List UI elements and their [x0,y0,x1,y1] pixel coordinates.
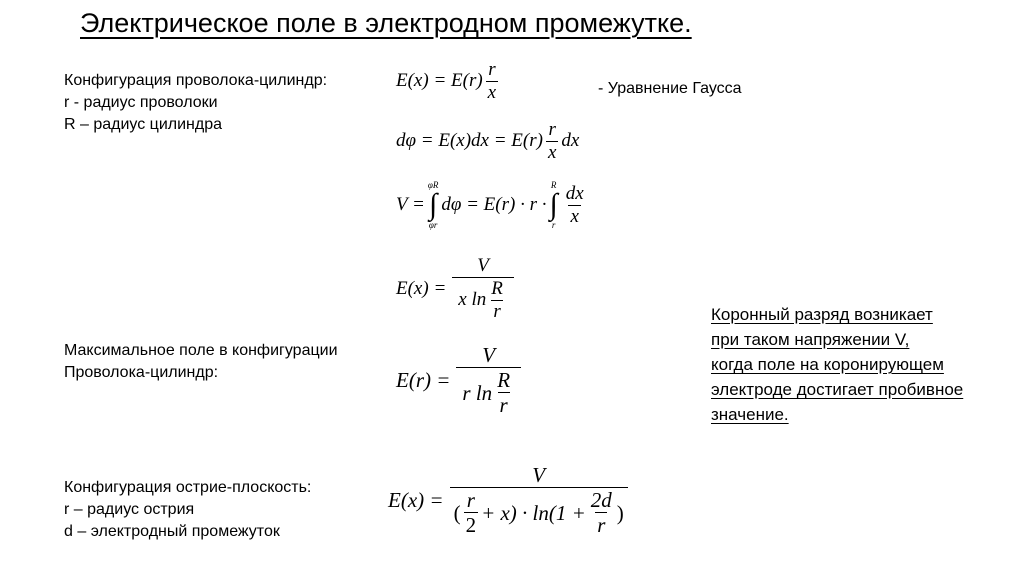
wire-cylinder-config [64,70,327,136]
max-field-equation: E(r) = V r ln $\frac{R}{r}$ [396,344,524,416]
wire-cylinder-heading: Конфигурация проволока-цилиндр: [64,72,328,89]
max-field-subheading: Проволока-цилиндр: [64,364,219,381]
integral-sign: φR ∫ φr [427,180,439,230]
corona-line-4: электроде достигает пробивное [711,380,964,399]
cylinder-radius-def: R – радиус цилиндра [64,116,223,133]
corona-line-3: когда поле на коронирующем [711,355,944,374]
tip-plane-config [64,477,311,543]
page-title: Электрическое поле в электродном промежутке. [80,8,692,38]
potential-differential-equation: dφ = E(x)dx = E(r) $\frac{r}{x}$ dx [396,119,580,163]
integral-sign: R ∫ r [549,180,558,230]
corona-line-5: значение. [711,405,789,424]
corona-note [711,302,963,427]
wire-radius-def: r - радиус проволоки [64,94,218,111]
gauss-note: - Уравнение Гаусса [598,80,742,97]
max-field-heading: Максимальное поле в конфигурации [64,342,338,359]
max-field-config [64,340,338,384]
tip-radius-def: r – радиус острия [64,501,195,518]
corona-line-2: при таком напряжении V, [711,330,910,349]
gap-def: d – электродный промежуток [64,523,280,540]
field-distribution-equation: E(x) = V x ln $\frac{R}{r}$ [396,256,517,322]
gauss-equation: E(x) = E(r) $\frac{r}{x}$ [396,59,497,103]
corona-line-1: Коронный разряд возникает [711,305,933,324]
tip-plane-heading: Конфигурация острие-плоскость: [64,479,312,496]
voltage-integral-equation: V = φR ∫ φr dφ = E(r) · r · R ∫ r $\frac{dx}{x}$ [396,180,584,230]
tip-plane-field-equation: E(x) = V ( $\frac{r}{2}$ + x) · ln(1 + $\frac{2d}{r}$ ) [388,464,631,536]
